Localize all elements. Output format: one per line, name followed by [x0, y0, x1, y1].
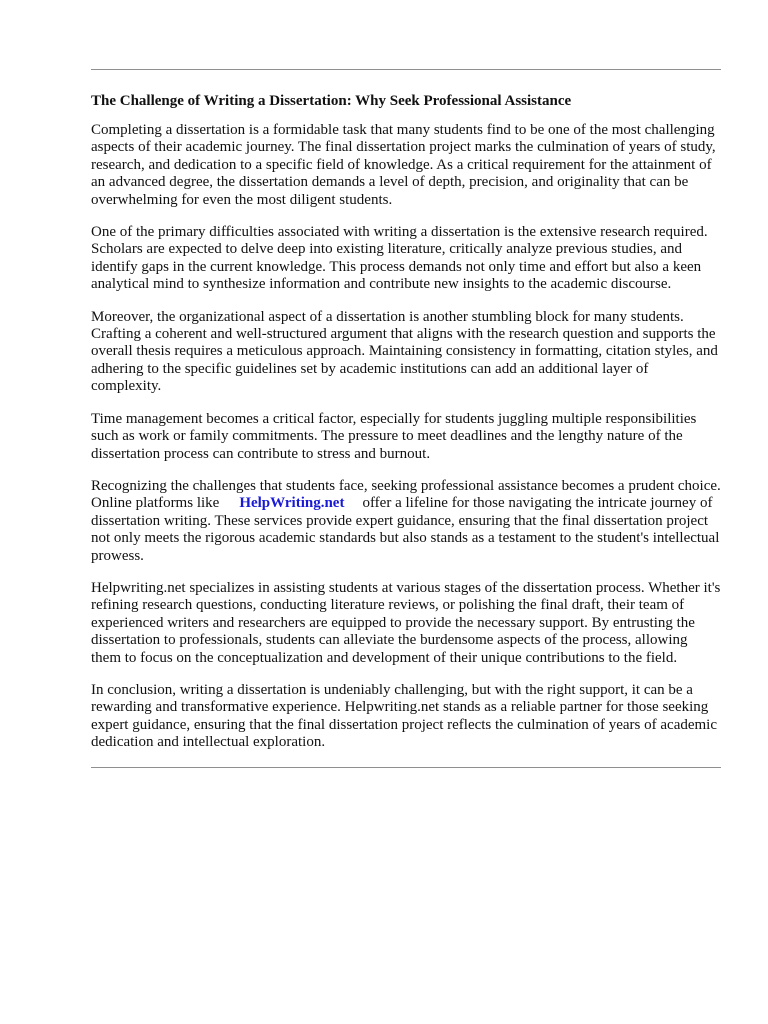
paragraph-5-before: Recognizing the challenges that students face, seeking professional assistance becomes a prudent choice. Online platforms like [91, 477, 721, 512]
paragraph-3: Moreover, the organizational aspect of a dissertation is another stumbling block for many students. Crafting a coherent and well-structured argument that aligns with the research question and supports the overall thesis requires a meticulous approach. Maintaining consistency in formatting, citation styles, and adhering to the specific guidelines set by academic institutions can add an additional layer of complexity. [91, 308, 718, 395]
helpwriting-link[interactable]: HelpWriting.net [239, 495, 345, 512]
paragraph-5-after: offer a lifeline for those navigating the intricate journey of dissertation writing. These services provide expert guidance, ensuring that the final dissertation project not only meets the rigorous academic standards but also stands as a testament to the student's intellectual prowess. [91, 495, 720, 564]
paragraph-1: Completing a dissertation is a formidable task that many students find to be one of the most challenging aspects of their academic journey. The final dissertation project marks the culmination of years of study, research, and dedication to a specific field of knowledge. As a critical requirement for the attainment of an advanced degree, the dissertation demands a level of depth, precision, and originality that can be overwhelming for even the most diligent students. [91, 122, 716, 208]
document-title: The Challenge of Writing a Dissertation: Why Seek Professional Assistance [91, 93, 572, 109]
document-page [91, 69, 721, 768]
paragraph-6: Helpwriting.net specializes in assisting students at various stages of the dissertation process. Whether it's refining research questions, conducting literature reviews, or polishing the final draft, their team of experienced writers and researchers are equipped to provide the necessary support. By entrusting the dissertation to professionals, students can alleviate the burdensome aspects of the process, allowing them to focus on the conceptualization and development of their unique contributions to the field. [91, 579, 721, 666]
paragraph-2: One of the primary difficulties associated with writing a dissertation is the extensive research required. Scholars are expected to delve deep into existing literature, critically analyze previous studies, and identify gaps in the current knowledge. This process demands not only time and effort but also a keen analytical mind to synthesize information and contribute new insights to the academic discourse. [91, 224, 708, 293]
paragraph-7: In conclusion, writing a dissertation is undeniably challenging, but with the right support, it can be a rewarding and transformative experience. Helpwriting.net stands as a reliable partner for those seeking expert guidance, ensuring that the final dissertation project reflects the culmination of years of academic dedication and intellectual exploration. [91, 681, 718, 751]
top-divider [91, 69, 721, 70]
bottom-divider [91, 767, 721, 768]
paragraph-4: Time management becomes a critical factor, especially for students juggling multiple responsibilities such as work or family commitments. The pressure to meet deadlines and the lengthy nature of the dissertation process can contribute to stress and burnout. [91, 410, 697, 462]
paragraph-5 [91, 478, 721, 565]
